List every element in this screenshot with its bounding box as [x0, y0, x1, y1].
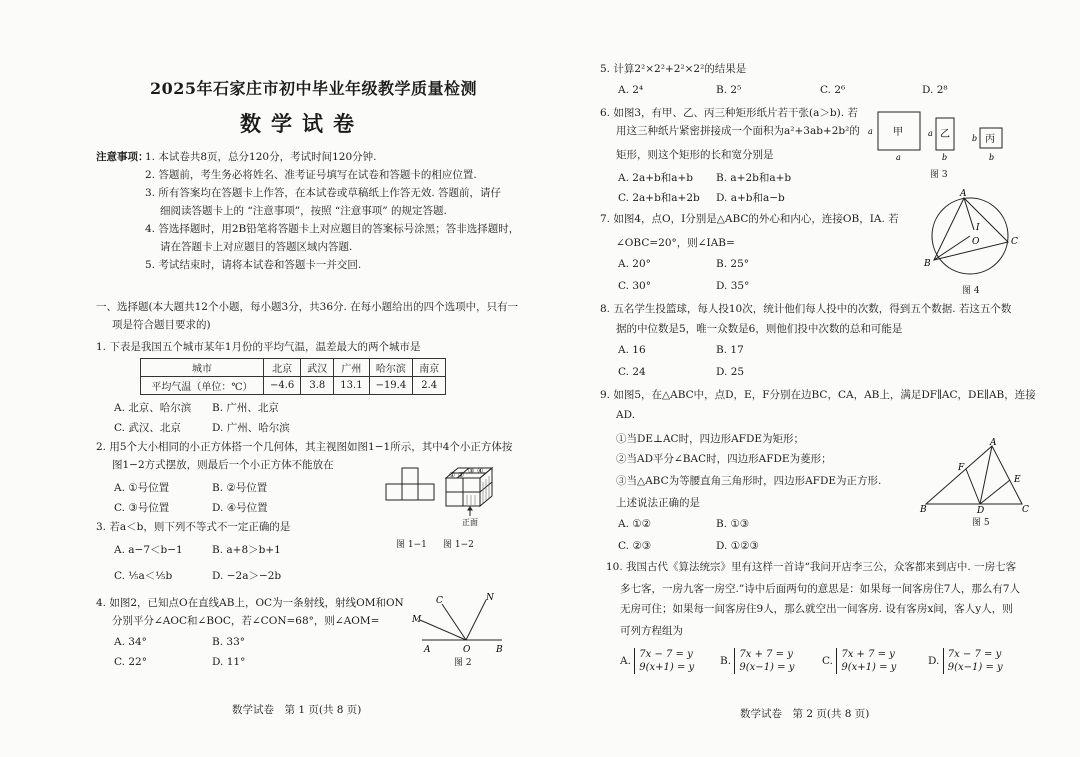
figure-2-angles — [406, 592, 506, 654]
q9-option-a: A. ①② — [618, 518, 652, 530]
circumscribed-triangle — [932, 198, 1008, 274]
point-c-label: C — [436, 596, 443, 606]
equation-1: 7x − 7 = y — [947, 649, 1002, 660]
notice-label: 注意事项： — [96, 151, 149, 163]
q1-option-c: C. 武汉、北京 — [114, 422, 181, 434]
table-cell: 3.8 — [301, 377, 334, 395]
table-cell: −4.6 — [264, 377, 301, 395]
position-2-label: ② — [458, 471, 465, 479]
question-4-text: 4. 如图2，已知点O在直线AB上，OC为一条射线，射线OM和ON — [96, 597, 404, 609]
question-10-text: 10. 我国古代《算法统宗》里有这样一首诗“我问开店李三公，众客都来到店中. 一房七客 — [606, 561, 1017, 573]
tile-bing-label: 丙 — [985, 134, 995, 145]
q5-option-b: B. 2⁵ — [716, 84, 742, 96]
q1-option-d: D. 广州、哈尔滨 — [212, 422, 290, 434]
figure-4-circle — [922, 186, 1022, 282]
table-cell: −19.4 — [369, 377, 413, 395]
point-b-label: B — [920, 505, 927, 514]
q6-option-a: A. 2a+b和a+b — [618, 172, 693, 184]
option-letter: C. — [822, 655, 833, 667]
notice-1: 1. 本试卷共8页，总分120分，考试时间120分钟. — [145, 151, 377, 163]
tile-jia-label: 甲 — [893, 127, 903, 138]
point-m-label: M — [412, 615, 422, 625]
point-b-label: B — [496, 645, 503, 654]
point-o-label: O — [463, 645, 471, 654]
question-9-ask: 上述说法正确的是 — [616, 497, 700, 509]
dim-label: b — [942, 153, 948, 162]
dim-label: b — [972, 134, 978, 143]
dim-label: a — [928, 129, 933, 138]
question-10-text-cont: 多七客，一房九客一房空.”诗中后面两句的意思是：如果每一间客房住7人，那么有7人 — [620, 583, 1021, 595]
q4-option-c: C. 22° — [114, 656, 147, 668]
figure-1-cubes — [380, 462, 500, 534]
point-a-label: A — [424, 645, 431, 654]
notice-2: 2. 答题前，考生务必将姓名、准考证号填写在试卷和答题卡的相应位置. — [145, 169, 477, 181]
notice-3-cont: 细阅读答题卡上的 “注意事项”，按照 “注意事项” 的规定答题. — [160, 205, 447, 217]
table-cell: 广州 — [334, 359, 369, 377]
temperature-table — [140, 358, 446, 395]
table-cell: 北京 — [264, 359, 301, 377]
equation-system — [634, 648, 694, 674]
question-8-text: 8. 五名学生投篮球，每人投10次，统计他们每人投中的次数，得到五个数据. 若这五个数 — [600, 303, 1012, 315]
page-2-footer: 数学试卷 第 2 页(共 8 页) — [740, 708, 870, 720]
q10-option-a — [620, 648, 694, 674]
q7-option-b: B. 25° — [716, 258, 750, 270]
table-cell: 13.1 — [334, 377, 369, 395]
table-cell: 南京 — [413, 359, 446, 377]
figure-5-caption: 图 5 — [972, 518, 990, 528]
front-direction-label: 正面 — [462, 518, 478, 527]
equation-system — [836, 648, 896, 674]
question-1-text: 1. 下表是我国五个城市某年1月份的平均气温，温差最大的两个城市是 — [96, 341, 421, 353]
paper-title: 数学试卷 — [240, 111, 364, 136]
q2-option-b: B. ②号位置 — [212, 482, 268, 494]
point-n-label: N — [486, 593, 494, 603]
figure-4-caption: 图 4 — [962, 286, 980, 296]
statement-1: ①当DE⊥AC时，四边形AFDE为矩形； — [616, 433, 805, 445]
q8-option-a: A. 16 — [618, 344, 646, 356]
question-3-text: 3. 若a＜b，则下列不等式不一定正确的是 — [96, 521, 291, 533]
q7-option-c: C. 30° — [618, 280, 651, 292]
q5-option-d: D. 2⁸ — [922, 84, 948, 96]
equation-2: 9(x−1) = y — [739, 662, 795, 673]
table-cell: 城市 — [141, 359, 264, 377]
statement-2: ②当AD平分∠BAC时，四边形AFDE为菱形； — [616, 453, 832, 465]
notice-4: 4. 答选择题时，用2B铅笔将答题卡上对应题目的答案标号涂黑；答非选择题时， — [145, 223, 520, 235]
equation-1: 7x + 7 = y — [739, 649, 793, 660]
question-6-text-cont-2: 矩形，则这个矩形的长和宽分别是 — [616, 149, 774, 161]
q6-option-b: B. a+2b和a+b — [716, 172, 792, 184]
question-2-text: 2. 用5个大小相同的小正方体搭一个几何体，其主视图如图1−1所示，其中4个小正方体按 — [96, 441, 513, 453]
equation-1: 7x − 7 = y — [639, 649, 693, 660]
q10-option-b — [720, 648, 794, 674]
question-5-text: 5. 计算2²×2²+2²×2²的结果是 — [600, 63, 747, 75]
q3-option-a: A. a−7＜b−1 — [114, 544, 183, 556]
position-4-label: ④ — [477, 467, 484, 475]
point-b-label: B — [924, 259, 931, 269]
position-3-label: ③ — [468, 467, 475, 475]
q1-option-a: A. 北京、哈尔滨 — [114, 402, 192, 414]
q4-option-a: A. 34° — [114, 636, 147, 648]
table-cell: 武汉 — [301, 359, 334, 377]
figure-1-2-caption: 图 1−2 — [443, 540, 474, 550]
q10-option-c — [822, 648, 896, 674]
point-c-label: C — [1022, 505, 1029, 514]
q8-option-d: D. 25 — [716, 366, 745, 378]
q10-option-d — [928, 648, 1003, 674]
q3-option-b: B. a+8＞b+1 — [212, 544, 281, 556]
q5-option-c: C. 2⁶ — [820, 84, 846, 96]
equation-system — [943, 648, 1003, 674]
question-6-text-cont: 用这三种纸片紧密拼接成一个面积为a²+3ab+2b²的 — [616, 125, 860, 137]
table-cell: 哈尔滨 — [369, 359, 413, 377]
table-cell: 2.4 — [413, 377, 446, 395]
equation-1: 7x + 7 = y — [841, 649, 895, 660]
q7-option-a: A. 20° — [618, 258, 651, 270]
point-c-label: C — [1011, 237, 1018, 247]
option-letter: A. — [620, 655, 631, 667]
point-i-label: I — [976, 223, 980, 233]
angle-rays-figure — [420, 600, 502, 640]
exam-title: 2025年石家庄市初中毕业年级教学质量检测 — [150, 79, 478, 98]
section-heading-cont: 项是符合题目要求的) — [112, 319, 211, 331]
equation-2: 9(x−1) = y — [947, 662, 1003, 673]
equation-2: 9(x+1) = y — [639, 662, 695, 673]
q2-option-a: A. ①号位置 — [114, 482, 170, 494]
table-cell: 平均气温（单位：℃） — [141, 377, 264, 395]
question-10-text-cont-3: 可列方程组为 — [620, 625, 683, 637]
question-7-text-cont: ∠OBC=20°，则∠IAB= — [616, 237, 735, 249]
figure-2-caption: 图 2 — [454, 658, 472, 668]
tile-yi-label: 乙 — [940, 129, 950, 140]
figure-5-triangle — [918, 438, 1034, 514]
table-row — [141, 359, 446, 377]
q8-option-b: B. 17 — [716, 344, 744, 356]
section-heading: 一、选择题(本大题共12个小题，每小题3分，共36分. 在每小题给出的四个选项中，只有一 — [96, 301, 519, 313]
q2-option-d: D. ④号位置 — [212, 502, 268, 514]
q4-option-b: B. 33° — [212, 636, 246, 648]
figure-1-1-caption: 图 1−1 — [396, 540, 427, 550]
point-a-label: A — [990, 438, 997, 448]
q3-option-d: D. −2a＞−2b — [212, 570, 282, 582]
q5-option-a: A. 2⁴ — [618, 84, 644, 96]
figure-3-tiles — [866, 108, 1012, 166]
point-f-label: F — [958, 463, 965, 473]
dim-label: a — [868, 127, 873, 136]
q1-option-b: B. 广州、北京 — [212, 402, 279, 414]
front-view-figure — [386, 468, 434, 500]
dim-label: b — [989, 153, 995, 162]
question-10-text-cont-2: 无房可住；如果每一间客房住9人，那么就空出一间客房. 设有客房x间，客人y人，则 — [620, 603, 1013, 615]
q2-option-c: C. ③号位置 — [114, 502, 170, 514]
notice-3: 3. 所有答案均在答题卡上作答，在本试卷或草稿纸上作答无效. 答题前，请仔 — [145, 187, 502, 199]
statement-3: ③当△ABC为等腰直角三角形时，四边形AFDE为正方形. — [616, 475, 882, 487]
dim-label: a — [896, 153, 901, 162]
point-d-label: D — [977, 506, 985, 514]
question-9-text-cont: AD. — [616, 409, 635, 421]
table-row — [141, 377, 446, 395]
q9-option-b: B. ①③ — [716, 518, 750, 530]
q8-option-c: C. 24 — [618, 366, 646, 378]
option-letter: D. — [928, 655, 940, 667]
notice-5: 5. 考试结束时，请将本试卷和答题卡一并交回. — [145, 259, 362, 271]
question-7-text: 7. 如图4，点O，I分别是△ABC的外心和内心，连接OB，IA. 若 — [600, 213, 899, 225]
q6-option-d: D. a+b和a−b — [716, 192, 785, 204]
q9-option-c: C. ②③ — [618, 540, 652, 552]
option-letter: B. — [720, 655, 732, 667]
equation-system — [734, 648, 794, 674]
point-e-label: E — [1014, 475, 1021, 485]
q7-option-d: D. 35° — [716, 280, 750, 292]
equation-2: 9(x+1) = y — [841, 662, 897, 673]
notice-4-cont: 请在答题卡上对应题目的答题区域内答题. — [160, 241, 353, 253]
position-1-label: ① — [449, 471, 456, 479]
question-6-text: 6. 如图3，有甲、乙、丙三种矩形纸片若干张(a＞b). 若 — [600, 107, 858, 119]
q3-option-c: C. ⅕a＜⅕b — [114, 570, 173, 582]
question-2-text-cont: 图1−2方式摆放，则最后一个小正方体不能放在 — [112, 459, 334, 471]
figure-3-caption: 图 3 — [930, 170, 948, 180]
point-a-label: A — [960, 189, 967, 199]
page-1-footer: 数学试卷 第 1 页(共 8 页) — [232, 704, 362, 716]
q4-option-d: D. 11° — [212, 656, 246, 668]
exam-page-2 — [540, 0, 1080, 757]
q6-option-c: C. 2a+b和a+2b — [618, 192, 700, 204]
triangle-figure — [926, 446, 1022, 504]
question-8-text-cont: 据的中位数是5，唯一众数是6，则他们投中次数的总和可能是 — [616, 323, 903, 335]
question-4-text-cont: 分别平分∠AOC和∠BOC，若∠CON=68°，则∠AOM= — [112, 615, 380, 627]
question-9-text: 9. 如图5，在△ABC中，点D，E，F分别在边BC，CA，AB上，满足DF∥AC，DE∥AB，连接 — [600, 389, 1036, 401]
q9-option-d: D. ①②③ — [716, 540, 759, 552]
point-o-label: O — [972, 237, 980, 247]
